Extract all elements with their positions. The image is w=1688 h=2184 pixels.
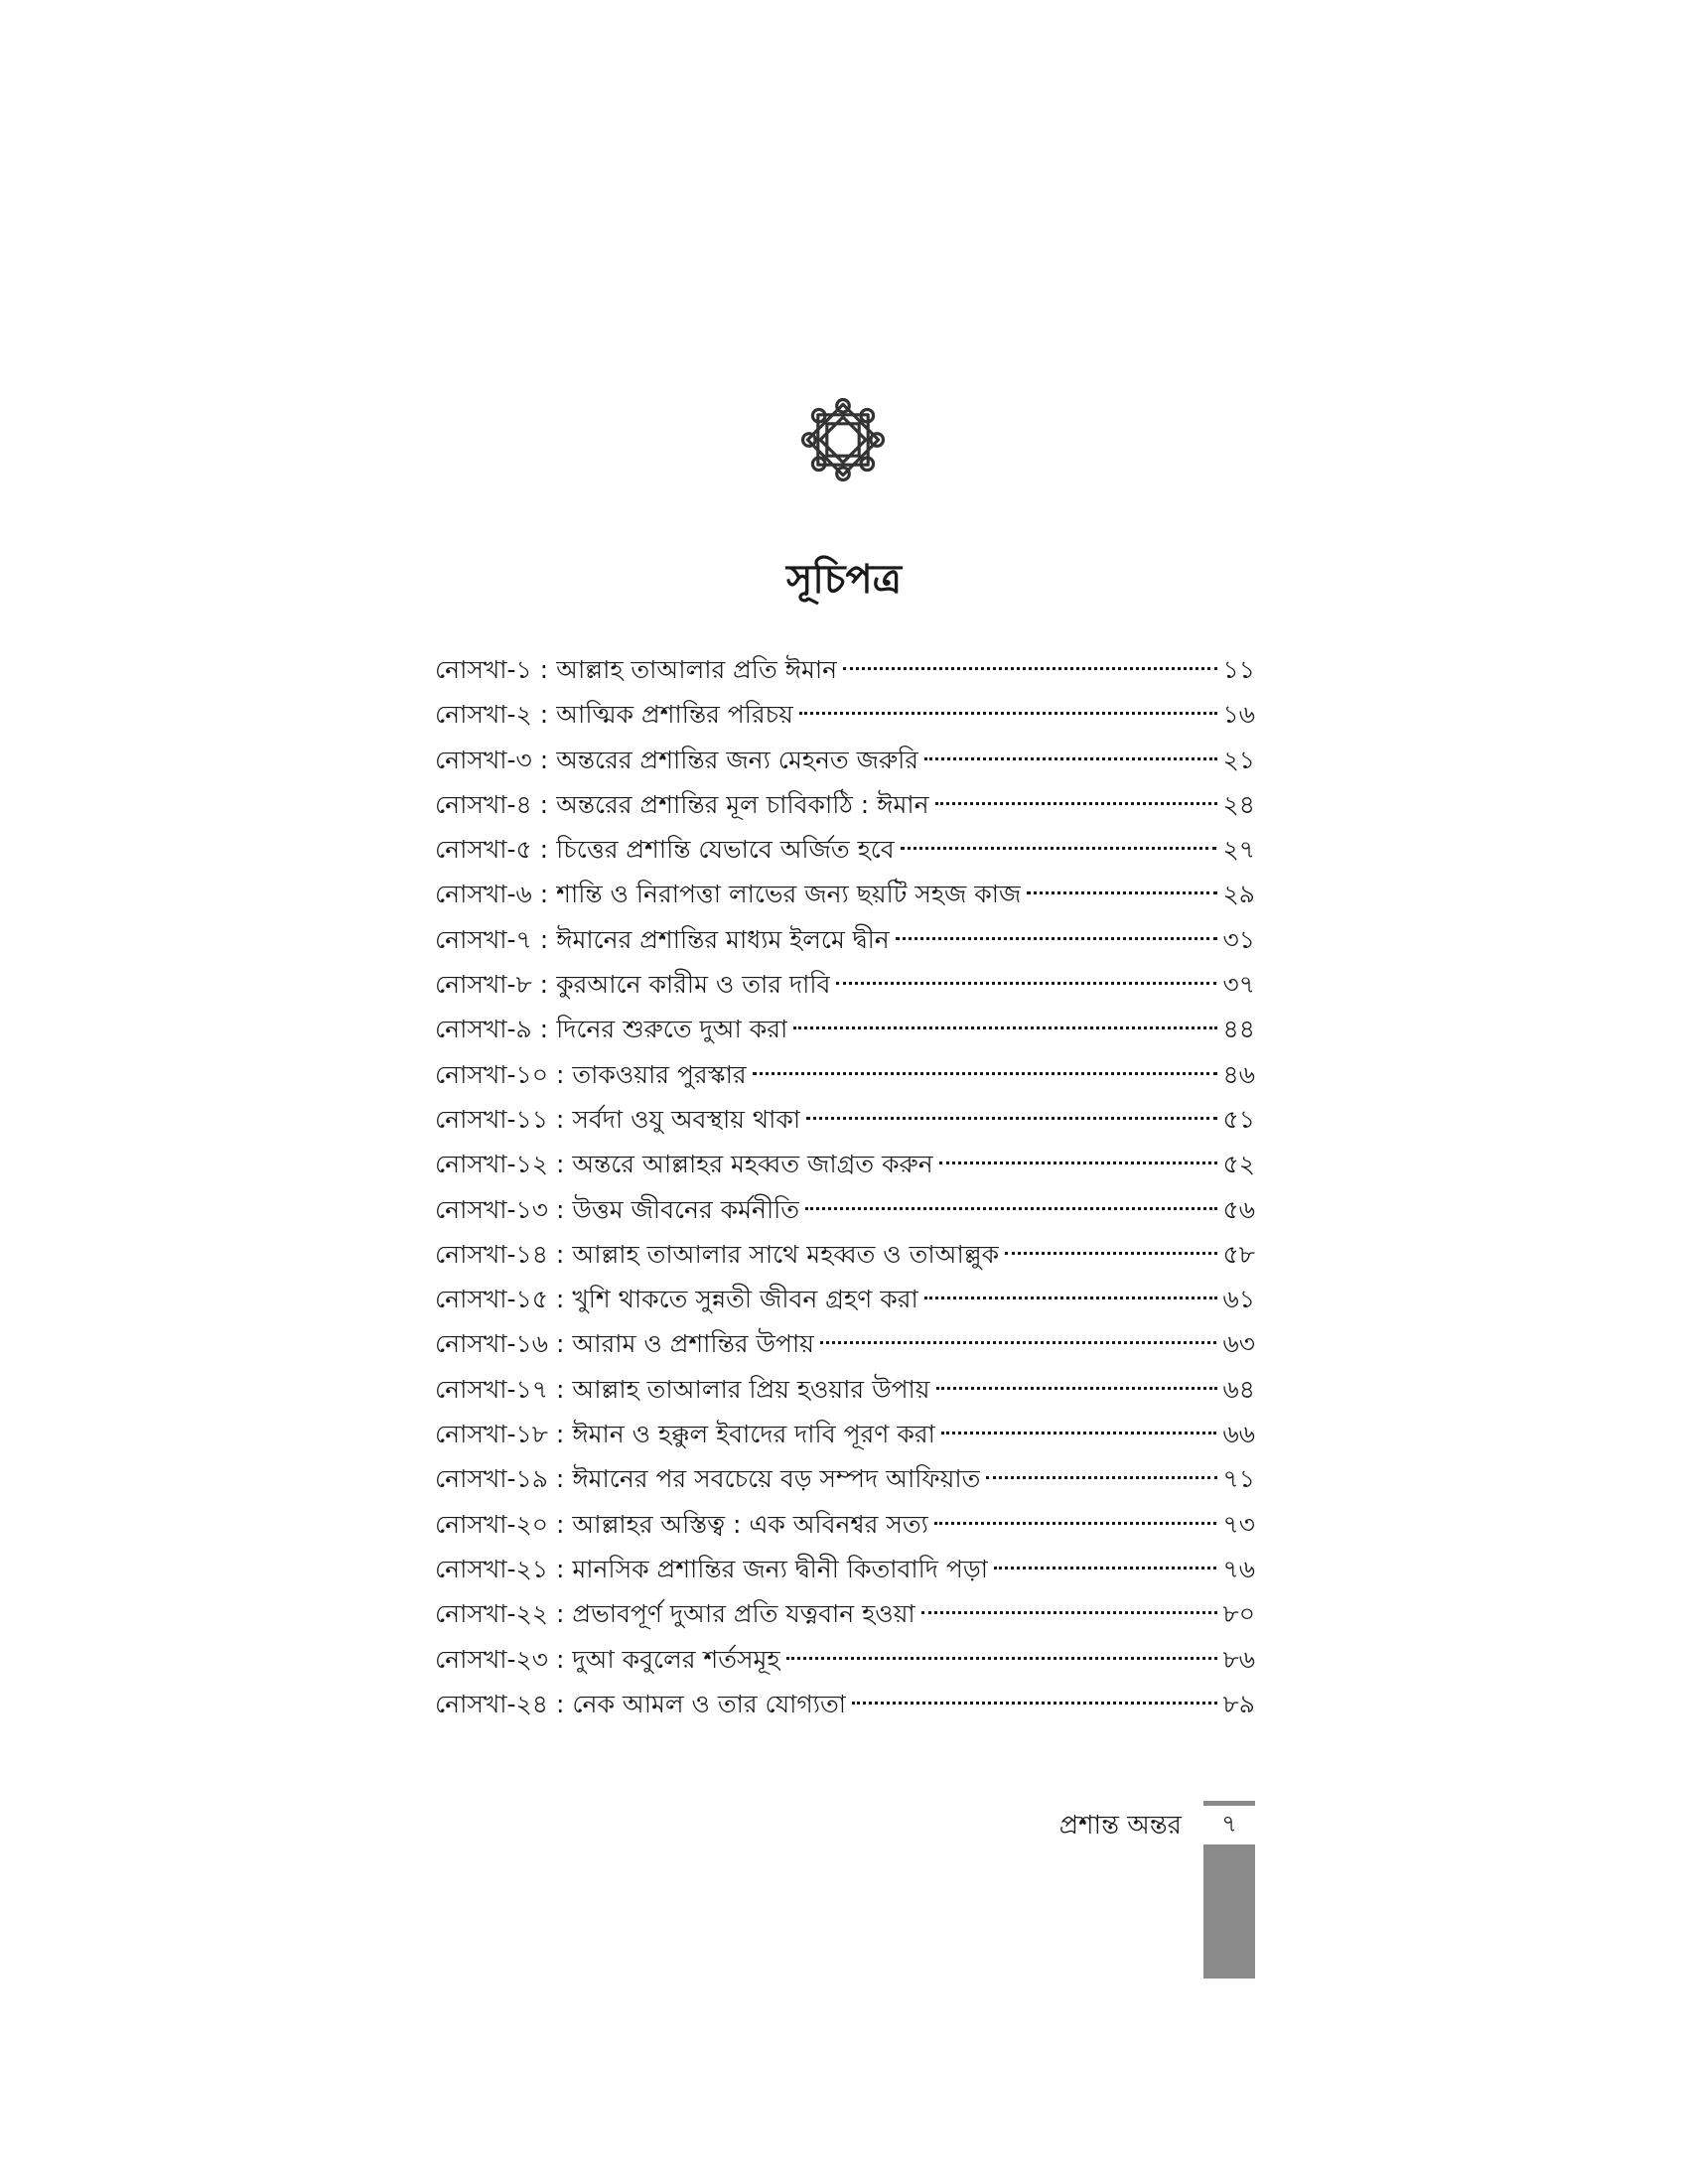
toc-entry-title: নেক আমল ও তার যোগ্যতা (572, 1689, 846, 1718)
toc-entry (435, 1547, 1255, 1591)
toc-entry (435, 1277, 1255, 1321)
toc-entry-title: দুআ কবুলের শর্তসমূহ (572, 1644, 780, 1674)
toc-entry-label: নোসখা-১৩ : (435, 1194, 565, 1224)
toc-entry-page: ২১ (1222, 745, 1255, 774)
toc-entry (435, 1456, 1255, 1501)
toc-entry-title: ঈমানের পর সবচেয়ে বড় সম্পদ আফিয়াত (572, 1464, 981, 1494)
toc-dot-leader (836, 982, 1216, 985)
toc-entry-label: নোসখা-২০ : (435, 1509, 565, 1539)
toc-dot-leader (799, 712, 1217, 715)
toc-entry (435, 1412, 1255, 1456)
toc-entry (435, 647, 1255, 692)
toc-entry-page: ১১ (1222, 655, 1255, 684)
octagonal-star-ornament-icon (798, 395, 888, 484)
toc-dot-leader (852, 1702, 1217, 1705)
toc-entry-title: আত্মিক প্রশান্তির পরিচয় (556, 700, 793, 730)
toc-entry-title: প্রভাবপূর্ণ দুআর প্রতি যত্নবান হওয়া (572, 1599, 915, 1629)
toc-dot-leader (994, 1567, 1217, 1570)
toc-entry-page: ৬৩ (1222, 1329, 1255, 1359)
toc-entry-title: অন্তরের প্রশান্তির জন্য মেহনত জরুরি (556, 745, 919, 774)
toc-entry (435, 692, 1255, 737)
toc-entry-page: ৬৪ (1222, 1374, 1255, 1404)
toc-dot-leader (793, 1026, 1216, 1029)
toc-dot-leader (986, 1476, 1216, 1479)
toc-entry (435, 1007, 1255, 1051)
toc-dot-leader (924, 757, 1216, 760)
toc-entry-page: ২৪ (1222, 789, 1255, 819)
toc-entry-label: নোসখা-৪ : (435, 789, 549, 819)
toc-entry (435, 917, 1255, 962)
toc-entry (435, 872, 1255, 916)
toc-entry-page: ১৬ (1222, 700, 1255, 730)
toc-dot-leader (1027, 891, 1216, 894)
toc-dot-leader (939, 1161, 1217, 1164)
toc-entry-title: তাকওয়ার পুরস্কার (572, 1059, 747, 1089)
toc-dot-leader (934, 1522, 1217, 1525)
toc-entry (435, 962, 1255, 1007)
toc-entry-page: ৫৬ (1222, 1194, 1255, 1224)
toc-entry-page: ৮৯ (1222, 1689, 1255, 1718)
toc-entry-title: মানসিক প্রশান্তির জন্য দ্বীনী কিতাবাদি পড়া (572, 1554, 988, 1583)
running-footer-title: প্রশান্ত অন্তর (1058, 1811, 1182, 1841)
toc-entry-title: খুশি থাকতে সুন্নতী জীবন গ্রহণ করা (572, 1285, 918, 1314)
toc-entry (435, 1142, 1255, 1186)
page-tab-top-bar (1203, 1801, 1255, 1806)
toc-entry-title: ঈমানের প্রশান্তির মাধ্যম ইলমে দ্বীন (556, 924, 890, 954)
toc-dot-leader (936, 1387, 1217, 1390)
toc-entry-label: নোসখা-১৭ : (435, 1374, 565, 1404)
toc-entry-label: নোসখা-২১ : (435, 1554, 565, 1583)
toc-entry-title: আল্লাহ তাআলার প্রতি ঈমান (556, 655, 838, 684)
toc-entry (435, 1682, 1255, 1726)
toc-entry-page: ২৭ (1222, 835, 1255, 865)
toc-entry-label: নোসখা-১২ : (435, 1150, 565, 1179)
toc-entry-page: ৫৮ (1222, 1239, 1255, 1269)
toc-dot-leader (901, 847, 1217, 850)
toc-entry-title: আল্লাহ তাআলার প্রিয় হওয়ার উপায় (572, 1374, 930, 1404)
toc-entry-title: কুরআনে কারীম ও তার দাবি (556, 970, 831, 1000)
toc-entry-title: আল্লাহ তাআলার সাথে মহব্বত ও তাআল্লুক (572, 1239, 1000, 1269)
toc-entry-title: অন্তরে আল্লাহর মহব্বত জাগ্রত করুন (572, 1150, 933, 1179)
toc-entry (435, 827, 1255, 872)
toc-entry (435, 738, 1255, 782)
table-of-contents (435, 647, 1255, 1726)
toc-dot-leader (935, 802, 1217, 805)
toc-dot-leader (843, 667, 1217, 670)
toc-entry-label: নোসখা-৮ : (435, 970, 549, 1000)
toc-dot-leader (820, 1341, 1217, 1344)
toc-entry-label: নোসখা-১৪ : (435, 1239, 565, 1269)
toc-entry-label: নোসখা-২৩ : (435, 1644, 565, 1674)
toc-entry-page: ৪৬ (1222, 1059, 1255, 1089)
page-tab-block (1203, 1844, 1255, 1979)
toc-entry-label: নোসখা-১৬ : (435, 1329, 565, 1359)
toc-dot-leader (806, 1117, 1216, 1120)
toc-entry-title: আল্লাহর অস্তিত্ব : এক অবিনশ্বর সত্য (572, 1509, 928, 1539)
toc-entry-page: ৫২ (1222, 1150, 1255, 1179)
toc-entry (435, 782, 1255, 827)
toc-entry (435, 1052, 1255, 1097)
toc-entry-label: নোসখা-১ : (435, 655, 549, 684)
toc-entry-title: শান্তি ও নিরাপত্তা লাভের জন্য ছয়টি সহজ কাজ (556, 880, 1022, 909)
toc-entry (435, 1637, 1255, 1682)
toc-entry-page: ২৯ (1222, 880, 1255, 909)
toc-entry-page: ৮০ (1222, 1599, 1255, 1629)
toc-entry (435, 1502, 1255, 1547)
toc-dot-leader (805, 1207, 1217, 1210)
toc-entry-page: ৭৩ (1222, 1509, 1255, 1539)
toc-entry-label: নোসখা-২৪ : (435, 1689, 565, 1718)
toc-entry-label: নোসখা-৬ : (435, 880, 549, 909)
toc-entry (435, 1321, 1255, 1366)
toc-entry-page: ৭১ (1222, 1464, 1255, 1494)
toc-entry-label: নোসখা-১০ : (435, 1059, 565, 1089)
toc-entry-page: ৩১ (1222, 924, 1255, 954)
toc-entry-page: ৭৬ (1222, 1554, 1255, 1583)
page-number: ৭ (1221, 1810, 1237, 1838)
toc-entry-label: নোসখা-৯ : (435, 1015, 549, 1044)
toc-dot-leader (896, 937, 1217, 940)
toc-entry-page: ৮৬ (1222, 1644, 1255, 1674)
toc-entry (435, 1367, 1255, 1412)
toc-entry (435, 1591, 1255, 1636)
toc-entry-page: ৩৭ (1222, 970, 1255, 1000)
toc-entry-label: নোসখা-৭ : (435, 924, 549, 954)
toc-entry-title: অন্তরের প্রশান্তির মূল চাবিকাঠি : ঈমান (556, 789, 929, 819)
toc-entry-page: ৪৪ (1222, 1015, 1255, 1044)
toc-dot-leader (1005, 1252, 1216, 1255)
toc-entry-title: চিত্তের প্রশান্তি যেভাবে অর্জিত হবে (556, 835, 895, 865)
toc-entry-title: সর্বদা ওযু অবস্থায় থাকা (572, 1104, 801, 1134)
toc-entry-title: আরাম ও প্রশান্তির উপায় (572, 1329, 814, 1359)
toc-entry-page: ৬১ (1222, 1285, 1255, 1314)
toc-entry (435, 1097, 1255, 1142)
toc-entry (435, 1232, 1255, 1277)
toc-dot-leader (753, 1072, 1217, 1075)
toc-entry-label: নোসখা-১৫ : (435, 1285, 565, 1314)
toc-entry-page: ৬৬ (1222, 1420, 1255, 1449)
toc-entry-label: নোসখা-১১ : (435, 1104, 565, 1134)
toc-entry-label: নোসখা-৩ : (435, 745, 549, 774)
toc-entry-page: ৫১ (1222, 1104, 1255, 1134)
toc-entry-title: ঈমান ও হক্কুল ইবাদের দাবি পূরণ করা (572, 1420, 935, 1449)
toc-dot-leader (921, 1611, 1217, 1614)
page-title: সূচিপত্র (786, 556, 902, 603)
toc-entry-title: দিনের শুরুতে দুআ করা (556, 1015, 788, 1044)
toc-entry (435, 1187, 1255, 1232)
toc-entry-title: উত্তম জীবনের কর্মনীতি (572, 1194, 800, 1224)
toc-dot-leader (924, 1297, 1217, 1299)
toc-entry-label: নোসখা-২২ : (435, 1599, 565, 1629)
toc-entry-label: নোসখা-২ : (435, 700, 549, 730)
toc-entry-label: নোসখা-৫ : (435, 835, 549, 865)
toc-entry-label: নোসখা-১৯ : (435, 1464, 565, 1494)
toc-dot-leader (786, 1657, 1217, 1660)
toc-entry-label: নোসখা-১৮ : (435, 1420, 565, 1449)
toc-dot-leader (941, 1432, 1217, 1434)
